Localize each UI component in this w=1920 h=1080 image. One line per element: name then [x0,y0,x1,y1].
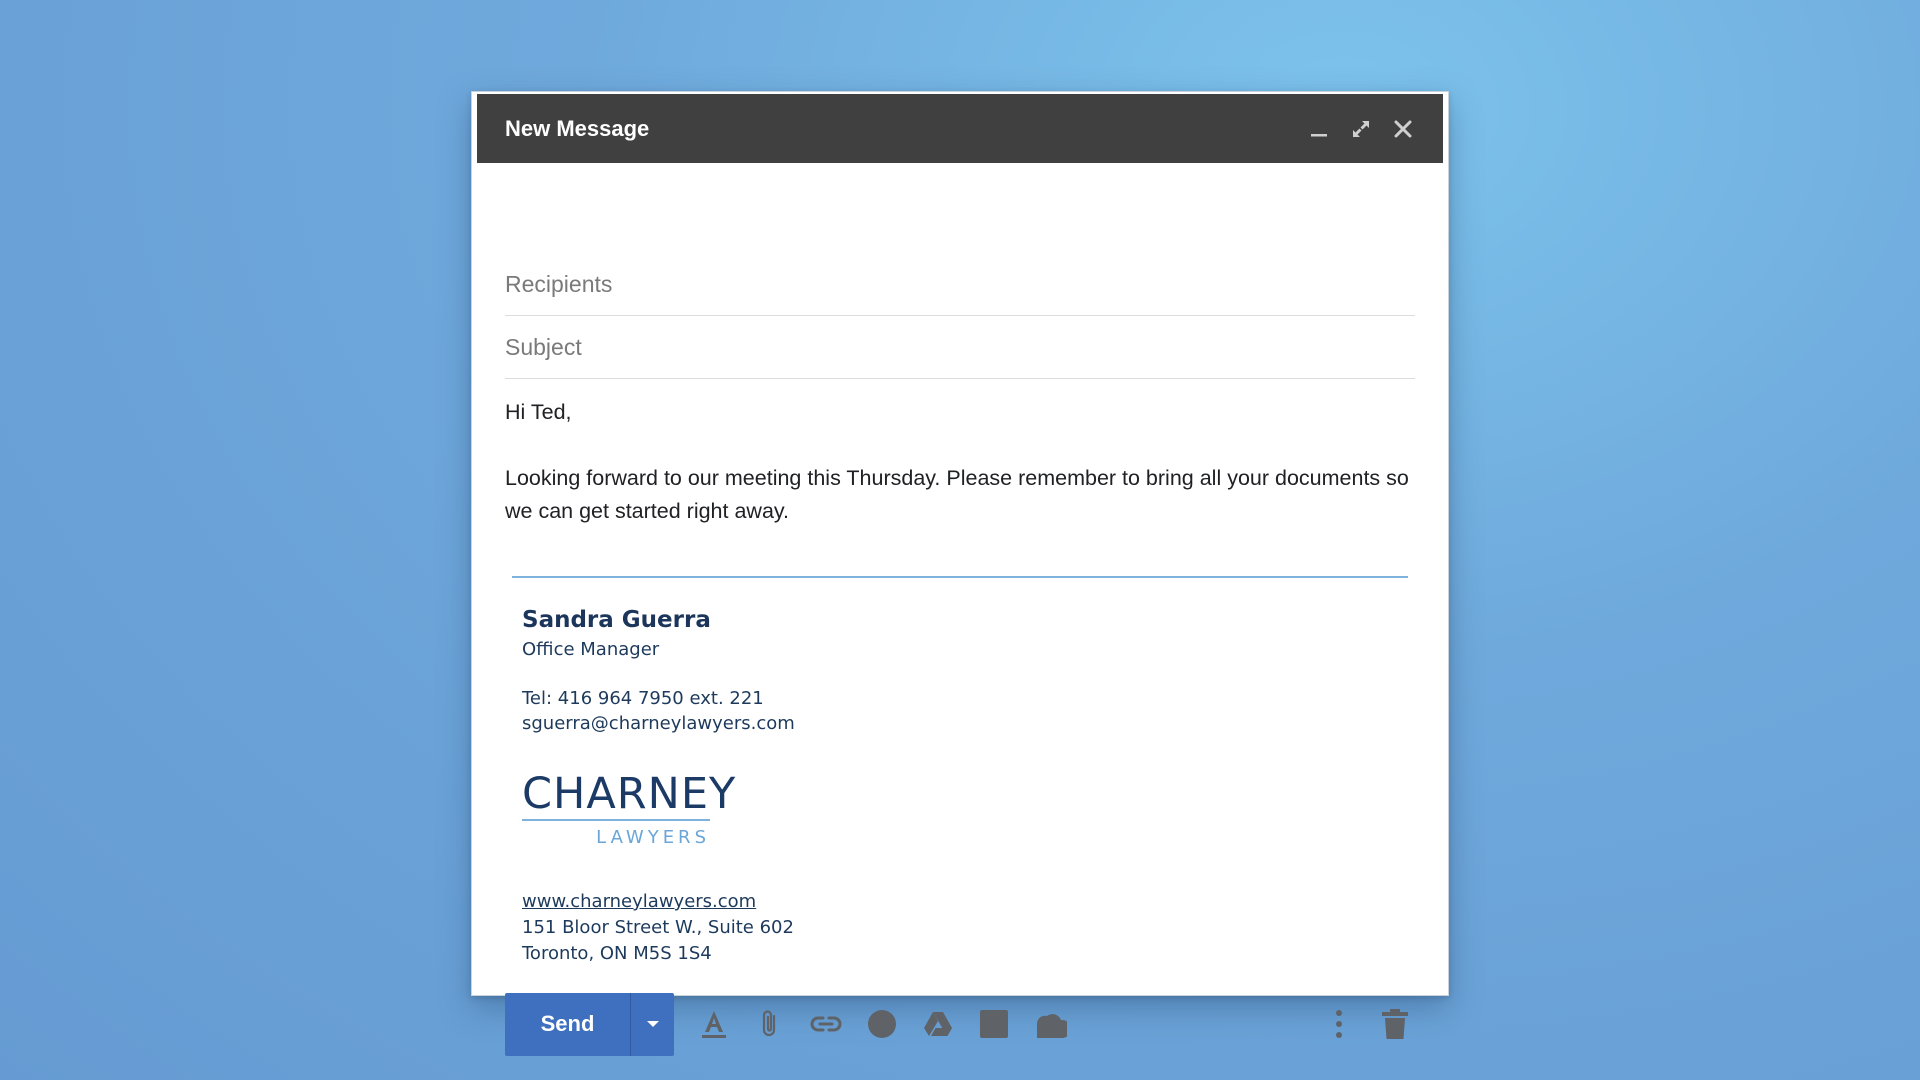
signature-website-link[interactable]: www.charneylawyers.com [522,891,757,912]
chevron-down-icon [646,1019,660,1029]
confidential-icon[interactable] [1030,1004,1070,1044]
recipients-input[interactable] [505,271,1415,298]
signature-name: Sandra Guerra [522,607,711,633]
format-text-icon[interactable] [694,1004,734,1044]
trash-icon[interactable] [1375,1004,1415,1044]
emoji-icon[interactable] [862,1004,902,1044]
more-options-icon[interactable] [1319,1004,1359,1044]
address-line-2: Toronto, ON M5S 1S4 [522,943,712,964]
photo-icon[interactable] [974,1004,1014,1044]
logo-rule [522,819,710,821]
drive-icon[interactable] [918,1004,958,1044]
attach-icon[interactable] [750,1004,790,1044]
signature-role: Office Manager [522,639,660,660]
signature-address [522,889,794,967]
signature-block [522,607,795,734]
subject-row [505,316,1415,379]
link-icon[interactable] [806,1004,846,1044]
send-button-group [505,993,674,1056]
minimize-icon[interactable] [1303,113,1335,145]
signature-divider [512,576,1408,578]
window-title: New Message [505,115,650,141]
recipients-row [505,254,1415,316]
signature-email: sguerra@charneylawyers.com [522,713,795,734]
logo-wordmark: CHARNEY [522,769,737,819]
subject-input[interactable] [505,334,1415,361]
send-button[interactable]: Send [505,993,631,1056]
compose-titlebar [477,94,1443,163]
compose-window [471,91,1449,1036]
logo-subtitle: LAWYERS [596,827,710,848]
send-options-button[interactable] [631,993,674,1056]
expand-icon[interactable] [1345,113,1377,145]
company-logo [522,769,737,848]
message-paragraph: Looking forward to our meeting this Thursday. Please remember to bring all your documents so we can get started right away. [505,466,1409,523]
close-icon[interactable] [1387,113,1419,145]
compose-toolbar [505,992,1415,1056]
message-body[interactable] [505,396,1425,561]
message-greeting: Hi Ted, [505,400,572,424]
signature-phone: Tel: 416 964 7950 ext. 221 [522,688,764,709]
address-line-1: 151 Bloor Street W., Suite 602 [522,917,794,938]
